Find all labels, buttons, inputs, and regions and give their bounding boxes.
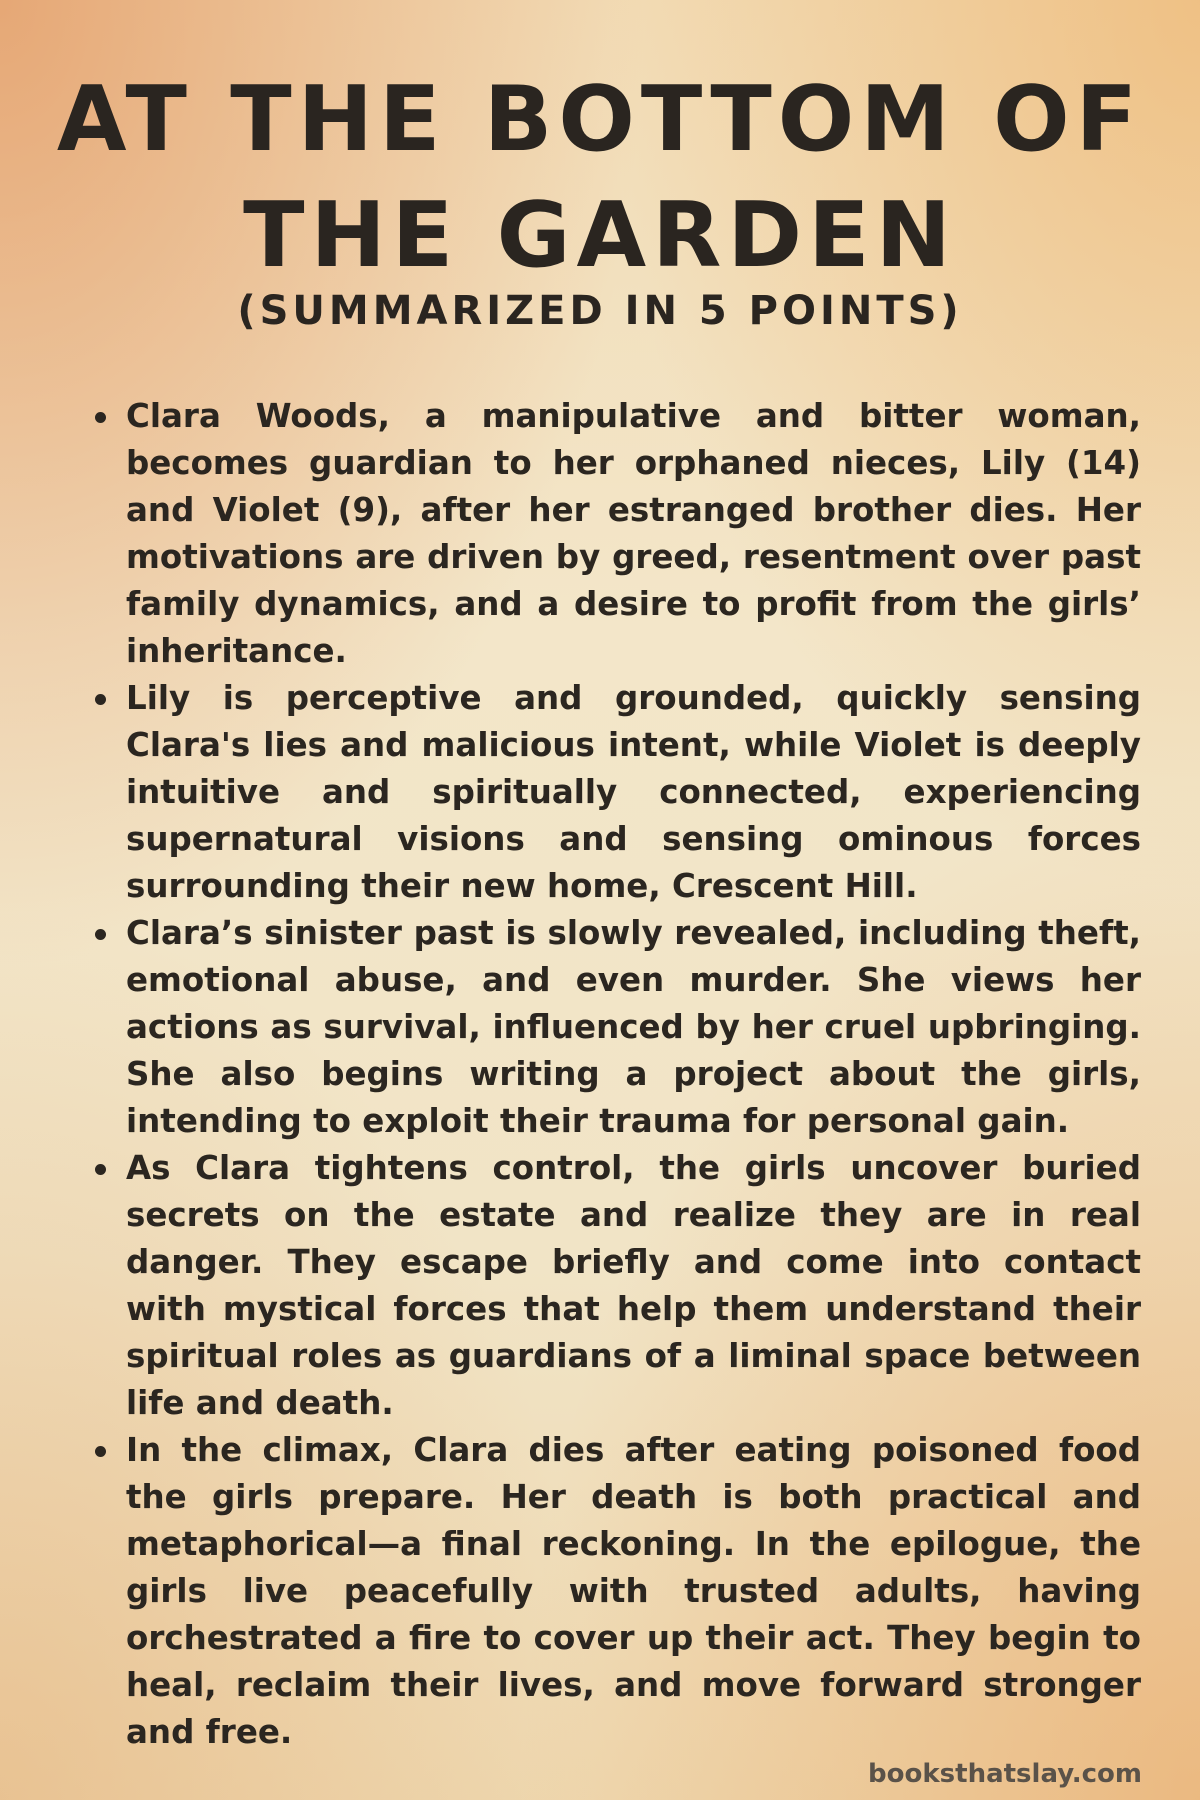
bullet-icon	[95, 412, 106, 423]
summary-point-text: In the climax, Clara dies after eating poisoned food the girls prepare. Her death is both practical and metaphorical—a final reckoning. In the epilogue, the girls live peacefully with trusted adults, having orchestrated a fire to cover up their act. They begin to heal, reclaim their lives, and move forward stronger and free.	[126, 1431, 1141, 1751]
bullet-icon	[95, 694, 106, 705]
subtitle: (SUMMARIZED IN 5 POINTS)	[237, 288, 963, 334]
summary-point-text: Clara’s sinister past is slowly revealed, including theft, emotional abuse, and even murder. She views her actions as survival, influenced by her cruel upbringing. She also begins writing a project about the girls, intending to exploit their trauma for personal gain.	[126, 914, 1141, 1140]
site-watermark: booksthatslay.com	[868, 1759, 1142, 1789]
summary-point	[95, 910, 1141, 1145]
summary-point-text: Clara Woods, a manipulative and bitter woman, becomes guardian to her orphaned nieces, Lily (14) and Violet (9), after her estranged brother dies. Her motivations are driven by greed, resentment over past family dynamics, and a desire to profit from the girls’ inheritance.	[126, 397, 1141, 670]
title-line-1: AT THE BOTTOM OF	[56, 67, 1144, 172]
page-title	[0, 62, 1200, 294]
summary-point	[95, 1145, 1141, 1427]
title-line-2: THE GARDEN	[243, 183, 957, 288]
summary-list	[95, 393, 1141, 1756]
summary-point-text: As Clara tightens control, the girls uncover buried secrets on the estate and realize they are in real danger. They escape briefly and come into contact with mystical forces that help them understand their spiritual roles as guardians of a liminal space between life and death.	[126, 1149, 1141, 1422]
summary-point-text: Lily is perceptive and grounded, quickly sensing Clara's lies and malicious intent, while Violet is deeply intuitive and spiritually connected, experiencing supernatural visions and sensing ominous forces surrounding their new home, Crescent Hill.	[126, 679, 1141, 905]
bullet-icon	[95, 929, 106, 940]
summary-point	[95, 393, 1141, 675]
summary-point	[95, 675, 1141, 910]
summary-point	[95, 1427, 1141, 1756]
bullet-icon	[95, 1446, 106, 1457]
bullet-icon	[95, 1164, 106, 1175]
